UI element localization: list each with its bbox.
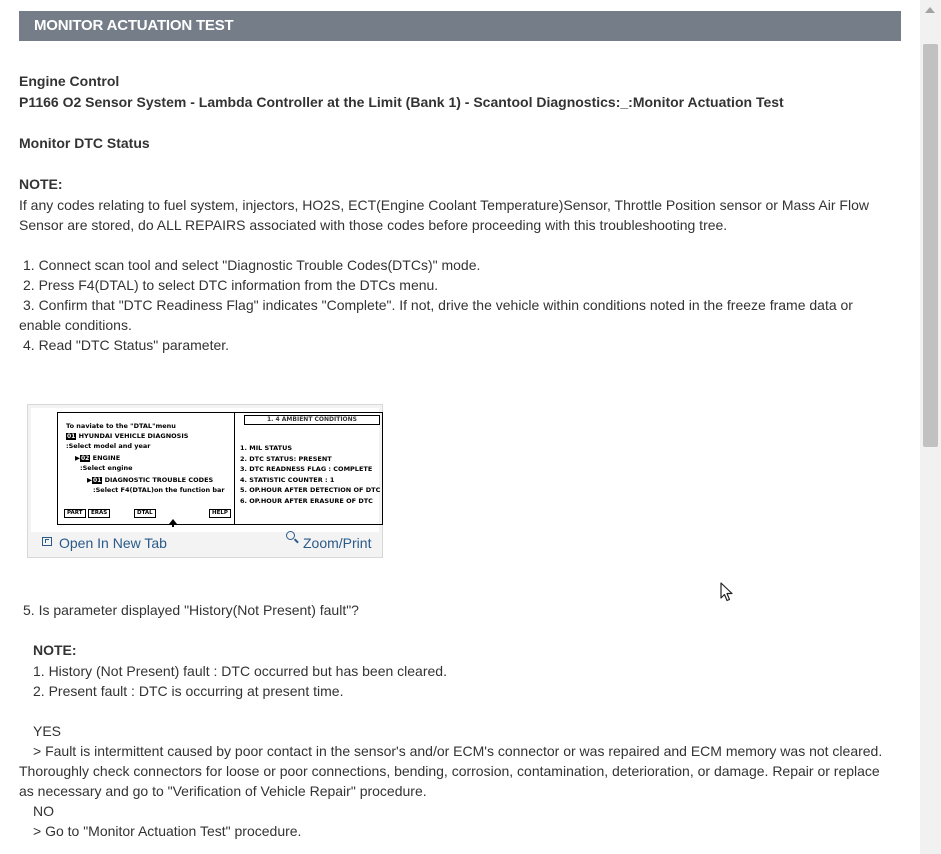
step-2: 2. Press F4(DTAL) to select DTC information from the DTCs menu. <box>23 277 439 293</box>
note-item: 1. History (Not Present) fault : DTC occurred but has been cleared. <box>33 663 447 679</box>
figure-text: :Select model and year <box>66 442 151 450</box>
figure-text: 2. DTC STATUS: PRESENT <box>240 455 332 463</box>
step-3: 3. Confirm that "DTC Readiness Flag" indicates "Complete". If not, drive the vehicle within conditions noted in the freeze frame data or <box>23 297 853 313</box>
figure-text: 01 HYUNDAI VEHICLE DIAGNOSIS <box>67 432 189 440</box>
figure-panel-title: 1. 4 AMBIENT CONDITIONS <box>244 415 380 425</box>
figure-text: :Select engine <box>80 464 133 472</box>
figure-text: To naviate to the "DTAL"menu <box>66 422 176 430</box>
screen-divider <box>234 413 235 524</box>
no-text: > Go to "Monitor Actuation Test" procedure. <box>33 823 302 839</box>
yes-text: as necessary and go to "Verification of Vehicle Repair" procedure. <box>19 783 427 799</box>
open-in-new-tab-icon[interactable] <box>42 537 52 546</box>
arrow-stem <box>172 523 174 527</box>
yes-text: Thoroughly check connectors for loose or poor connections, bending, corrosion, contamination, deterioration, or damage. Repair or replace <box>19 763 880 779</box>
yes-label: YES <box>33 723 62 739</box>
zoom-icon[interactable] <box>286 531 295 540</box>
category-title: Engine Control <box>19 73 120 89</box>
scan-tool-figure[interactable] <box>31 408 379 532</box>
note-label: NOTE: <box>19 176 63 192</box>
note-label: NOTE: <box>33 642 77 658</box>
function-key: DTAL <box>134 509 156 518</box>
figure-text: 6. OP.HOUR AFTER ERASURE OF DTC <box>240 497 373 505</box>
figure-card <box>27 404 383 558</box>
vertical-scrollbar[interactable] <box>920 0 941 854</box>
scroll-up-arrow-icon[interactable] <box>925 7 935 13</box>
note-text-line: If any codes relating to fuel system, injectors, HO2S, ECT(Engine Coolant Temperature)Sensor, Throttle Position sensor or Mass Air Flow <box>19 197 869 213</box>
figure-text: 3. DTC READNESS FLAG : COMPLETE <box>240 465 373 473</box>
figure-text: 1. MIL STATUS <box>240 444 293 452</box>
step-3-continued: enable conditions. <box>19 317 132 333</box>
mouse-cursor-icon <box>720 582 734 602</box>
function-key: HELP <box>209 509 231 518</box>
section-header: MONITOR ACTUATION TEST <box>19 11 901 41</box>
open-in-new-tab-link[interactable]: Open In New Tab <box>59 535 167 551</box>
no-label: NO <box>33 803 54 819</box>
scrollbar-thumb[interactable] <box>923 44 938 447</box>
function-key: PART <box>64 509 86 518</box>
zoom-print-link[interactable]: Zoom/Print <box>303 535 372 551</box>
step-4: 4. Read "DTC Status" parameter. <box>23 337 230 353</box>
yes-text: > Fault is intermittent caused by poor contact in the sensor's and/or ECM's connector or was repaired and ECM memory was not cleared. <box>33 743 883 759</box>
figure-text: ▶02 ENGINE <box>75 454 121 462</box>
figure-text: ▶01 DIAGNOSTIC TROUBLE CODES <box>87 476 214 484</box>
note-item: 2. Present fault : DTC is occurring at present time. <box>33 683 344 699</box>
figure-text: 5. OP.HOUR AFTER DETECTION OF DTC <box>240 486 381 494</box>
note-text-line: Sensor are stored, do ALL REPAIRS associated with those codes before proceeding with this troubleshooting tree. <box>19 217 728 233</box>
function-key: ERAS <box>88 509 110 518</box>
page-subtitle: P1166 O2 Sensor System - Lambda Controller at the Limit (Bank 1) - Scantool Diagnostics:_:Monitor Actuation Test <box>19 94 784 110</box>
step-5: 5. Is parameter displayed "History(Not Present) fault"? <box>23 602 359 618</box>
figure-text: :Select F4(DTAL)on the function bar <box>93 486 225 494</box>
figure-text: 4. STATISTIC COUNTER : 1 <box>240 476 335 484</box>
scan-tool-screen-frame <box>57 412 383 525</box>
section-title: Monitor DTC Status <box>19 135 150 151</box>
step-1: 1. Connect scan tool and select "Diagnostic Trouble Codes(DTCs)" mode. <box>23 257 481 273</box>
